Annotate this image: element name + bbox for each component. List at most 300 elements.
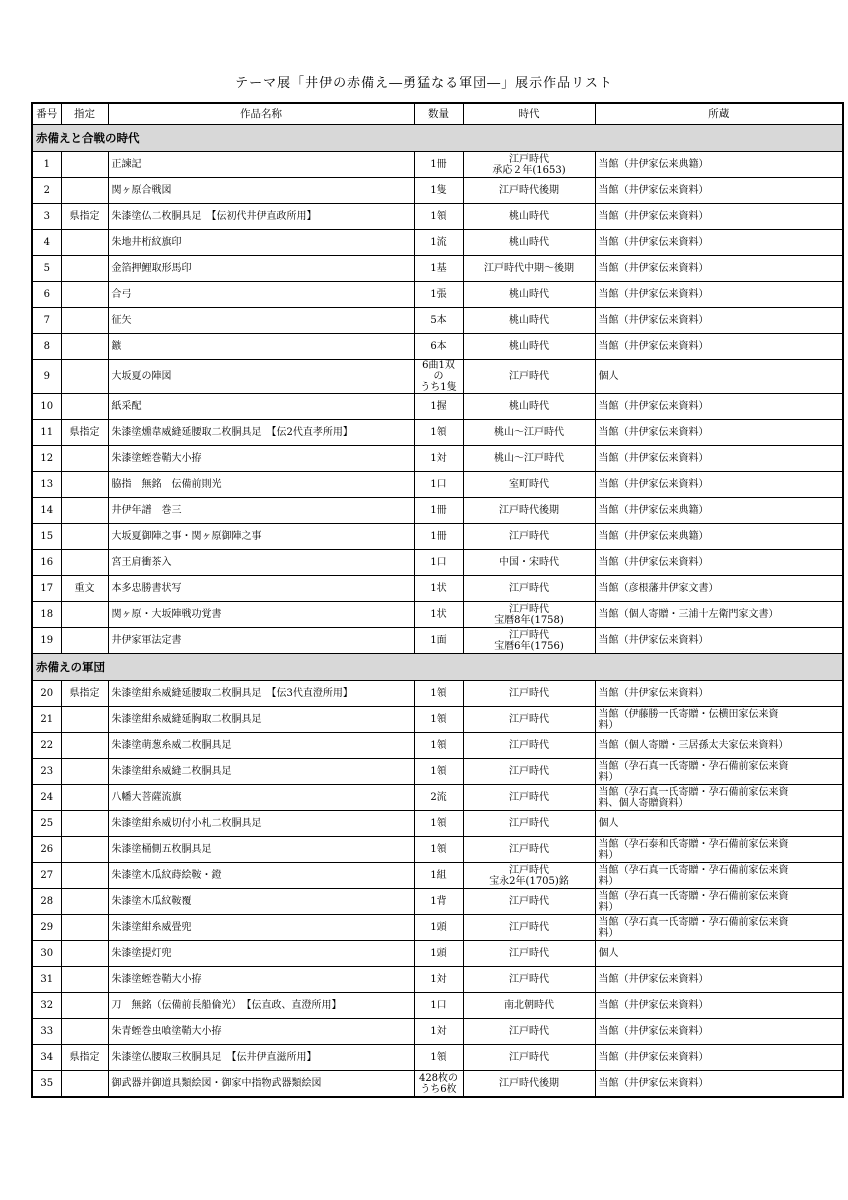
cell-item-name: 関ヶ原合戦図 [108,178,414,204]
cell-owner-line: 当館（井伊家伝来資料） [598,1078,709,1089]
cell-number: 20 [32,681,61,707]
cell-era [463,733,595,759]
cell-designation: 県指定 [61,204,108,230]
cell-owner-line: 料） [598,771,619,783]
section-header-row [32,125,843,152]
cell-era [463,230,595,256]
cell-owner [595,550,843,576]
cell-quantity-line: 1状 [430,609,447,620]
cell-designation [61,152,108,178]
cell-owner [595,360,843,394]
cell-quantity [414,446,463,472]
cell-era-line: 桃山時代 [509,341,549,352]
cell-quantity [414,550,463,576]
cell-number: 5 [32,256,61,282]
cell-era-line: 江戸時代 [509,818,549,829]
cell-number: 9 [32,360,61,394]
cell-owner [595,837,843,863]
cell-number: 2 [32,178,61,204]
cell-era-line: 江戸時代 [509,583,549,594]
cell-quantity-line: 1背 [430,896,447,907]
cell-designation [61,230,108,256]
cell-item-name: 正諫記 [108,152,414,178]
cell-era [463,334,595,360]
table-row [32,230,843,256]
cell-item-name: 朱漆塗紺糸威縫延腰取二枚胴具足 【伝3代直澄所用】 [108,681,414,707]
cell-item-name: 関ヶ原・大坂陣戦功覚書 [108,602,414,628]
cell-item-name: 朱漆塗蛭巻鞘大小拵 [108,967,414,993]
cell-number: 29 [32,915,61,941]
cell-era [463,1019,595,1045]
cell-owner [595,394,843,420]
cell-number: 23 [32,759,61,785]
cell-owner [595,178,843,204]
table-row [32,889,843,915]
cell-item-name: 朱青蛭巻虫喰塗鞘大小拵 [108,1019,414,1045]
cell-item-name: 大坂夏の陣図 [108,360,414,394]
cell-item-name: 朱漆塗紺糸威縫延胸取二枚胴具足 [108,707,414,733]
cell-number: 19 [32,628,61,654]
cell-quantity-line: 1張 [430,289,447,300]
cell-era [463,152,595,178]
cell-number: 16 [32,550,61,576]
cell-quantity [414,472,463,498]
cell-designation [61,550,108,576]
section-header-row [32,654,843,681]
table-row [32,837,843,863]
cell-owner [595,230,843,256]
table-row [32,152,843,178]
cell-owner-line: 料） [598,927,619,939]
table-row [32,394,843,420]
cell-quantity [414,941,463,967]
cell-era-line: 江戸時代 [509,740,549,751]
cell-item-name: 朱漆塗仏腰取三枚胴具足 【伝井伊直滋所用】 [108,1045,414,1071]
cell-owner-line: 当館（彦根藩井伊家文書） [598,583,719,594]
cell-item-name: 朱漆塗萌葱糸威二枚胴具足 [108,733,414,759]
table-row [32,941,843,967]
cell-owner-line: 料） [598,901,619,913]
cell-number: 6 [32,282,61,308]
cell-designation [61,446,108,472]
cell-item-name: 朱漆塗紺糸威縫二枚胴具足 [108,759,414,785]
cell-quantity-line: 1領 [430,211,447,222]
cell-item-name: 井伊年譜 巻三 [108,498,414,524]
cell-quantity-line: 1冊 [430,505,447,516]
table-row [32,282,843,308]
table-row [32,472,843,498]
cell-owner-line: 当館（伊藤勝一氏寄贈・伝横田家伝来資 [598,708,779,720]
cell-era [463,681,595,707]
cell-owner-line: 当館（井伊家伝来資料） [598,341,709,352]
cell-era-line: 江戸時代後期 [499,505,559,516]
cell-owner-line: 料） [598,849,619,861]
cell-quantity [414,967,463,993]
cell-quantity [414,524,463,550]
cell-owner [595,204,843,230]
cell-number: 27 [32,863,61,889]
table-row [32,1045,843,1071]
table-row [32,446,843,472]
cell-quantity [414,308,463,334]
cell-designation [61,334,108,360]
table-row [32,1019,843,1045]
section-heading: 赤備えと合戦の時代 [32,125,843,152]
cell-item-name: 金箔押鯉取形馬印 [108,256,414,282]
cell-owner [595,602,843,628]
cell-owner [595,915,843,941]
cell-owner [595,420,843,446]
cell-quantity-line: 1組 [430,870,447,881]
cell-designation: 県指定 [61,1045,108,1071]
cell-era-line: 江戸時代後期 [499,1078,559,1089]
cell-owner-line: 当館（孕石真一氏寄贈・孕石備前家伝来資 [598,890,789,902]
cell-quantity [414,1071,463,1098]
cell-owner [595,446,843,472]
cell-owner [595,811,843,837]
cell-designation [61,863,108,889]
cell-quantity-line: 1対 [430,453,447,464]
cell-designation [61,837,108,863]
cell-era [463,178,595,204]
cell-era-line: 桃山時代 [509,315,549,326]
cell-era-line: 江戸時代 [509,629,549,641]
cell-era [463,811,595,837]
cell-era [463,576,595,602]
cell-quantity-line: 1領 [430,818,447,829]
cell-era [463,785,595,811]
cell-number: 32 [32,993,61,1019]
cell-era-line: 江戸時代 [509,153,549,165]
cell-era-line: 江戸時代 [509,948,549,959]
table-row [32,204,843,230]
cell-number: 15 [32,524,61,550]
cell-era [463,394,595,420]
cell-quantity-line: 1領 [430,766,447,777]
cell-item-name: 朱漆塗紺糸威畳兜 [108,915,414,941]
cell-quantity [414,282,463,308]
cell-designation: 重文 [61,576,108,602]
cell-era [463,707,595,733]
cell-designation [61,889,108,915]
cell-owner-line: 当館（井伊家伝来資料） [598,688,709,699]
cell-owner [595,785,843,811]
cell-era [463,446,595,472]
cell-owner [595,707,843,733]
cell-owner-line: 個人 [598,948,619,959]
exhibit-list-body [32,125,843,1098]
cell-era-line: 江戸時代 [509,844,549,855]
cell-designation [61,628,108,654]
cell-quantity-line: 1冊 [430,531,447,542]
cell-quantity [414,394,463,420]
table-row [32,576,843,602]
cell-quantity-line: 1口 [430,479,447,490]
cell-quantity [414,576,463,602]
cell-owner-line: 当館（井伊家伝来典籍） [598,159,709,170]
table-row [32,550,843,576]
cell-item-name: 朱地井桁紋旗印 [108,230,414,256]
cell-quantity [414,1019,463,1045]
cell-era [463,308,595,334]
cell-designation [61,707,108,733]
cell-quantity-line: 1口 [430,1000,447,1011]
cell-era [463,602,595,628]
cell-number: 22 [32,733,61,759]
cell-quantity [414,230,463,256]
cell-owner-line: 当館（井伊家伝来典籍） [598,531,709,542]
cell-owner-line: 当館（孕石真一氏寄贈・孕石備前家伝来資 [598,760,789,772]
cell-item-name: 鏃 [108,334,414,360]
cell-era-line: 桃山時代 [509,237,549,248]
cell-era [463,420,595,446]
table-row [32,602,843,628]
cell-quantity-line: 1領 [430,740,447,751]
cell-owner-line: 当館（井伊家伝来資料） [598,479,709,490]
cell-quantity [414,420,463,446]
cell-era [463,282,595,308]
cell-number: 7 [32,308,61,334]
cell-owner-line: 当館（井伊家伝来資料） [598,1000,709,1011]
cell-quantity-line: 1頭 [430,922,447,933]
cell-number: 11 [32,420,61,446]
cell-era [463,256,595,282]
cell-designation [61,394,108,420]
cell-quantity [414,915,463,941]
cell-number: 4 [32,230,61,256]
cell-designation [61,256,108,282]
table-row [32,863,843,889]
cell-quantity [414,360,463,394]
cell-quantity [414,628,463,654]
cell-era-line: 桃山～江戸時代 [494,453,564,464]
table-row [32,967,843,993]
cell-item-name: 朱漆塗木瓜紋蒔絵鞍・鐙 [108,863,414,889]
cell-era [463,941,595,967]
cell-number: 35 [32,1071,61,1098]
cell-owner [595,334,843,360]
cell-era-line: 宝暦6年(1756) [494,640,564,652]
cell-item-name: 朱漆塗燻韋威縫延腰取二枚胴具足 【伝2代直孝所用】 [108,420,414,446]
exhibit-list-table [31,102,844,1098]
cell-owner-line: 当館（井伊家伝来資料） [598,635,709,646]
column-header-qty: 数量 [414,103,463,125]
cell-era [463,550,595,576]
cell-owner [595,282,843,308]
cell-owner-line: 料） [598,875,619,887]
cell-quantity-line: 428枚の [418,1072,459,1084]
table-row [32,681,843,707]
cell-era-line: 江戸時代 [509,974,549,985]
cell-owner [595,498,843,524]
table-row [32,498,843,524]
cell-number: 24 [32,785,61,811]
cell-quantity-line: 6曲1双の [422,360,455,382]
cell-quantity [414,863,463,889]
cell-number: 17 [32,576,61,602]
cell-designation [61,472,108,498]
cell-owner-line: 当館（井伊家伝来資料） [598,974,709,985]
cell-era-line: 承応２年(1653) [492,164,566,176]
cell-owner-line: 当館（井伊家伝来資料） [598,427,709,438]
cell-quantity-line: 1隻 [430,185,447,196]
cell-owner [595,993,843,1019]
cell-quantity [414,759,463,785]
cell-quantity-line: 1冊 [430,159,447,170]
cell-owner [595,1019,843,1045]
cell-era [463,759,595,785]
section-heading: 赤備えの軍団 [32,654,843,681]
cell-era-line: 江戸時代 [509,531,549,542]
cell-number: 18 [32,602,61,628]
cell-era-line: 桃山時代 [509,211,549,222]
cell-era [463,472,595,498]
table-row [32,785,843,811]
cell-quantity-line: 1基 [430,263,447,274]
cell-owner-line: 当館（井伊家伝来資料） [598,237,709,248]
cell-quantity [414,681,463,707]
cell-owner-line: 当館（孕石真一氏寄贈・孕石備前家伝来資 [598,864,789,876]
table-row [32,360,843,394]
cell-designation [61,498,108,524]
cell-quantity-line: 1領 [430,844,447,855]
cell-era-line: 中国・宋時代 [499,557,559,568]
cell-item-name: 紙采配 [108,394,414,420]
cell-owner [595,1071,843,1098]
cell-owner-line: 当館（個人寄贈・三居孫太夫家伝来資料） [598,740,789,751]
cell-item-name: 朱漆塗木瓜紋鞍覆 [108,889,414,915]
cell-quantity-line: 2流 [430,792,447,803]
cell-quantity [414,811,463,837]
cell-designation [61,360,108,394]
cell-era-line: 江戸時代 [509,766,549,777]
cell-owner [595,967,843,993]
cell-owner-line: 料） [598,719,619,731]
cell-item-name: 井伊家軍法定書 [108,628,414,654]
cell-quantity [414,733,463,759]
table-row [32,524,843,550]
cell-designation [61,602,108,628]
cell-quantity [414,498,463,524]
cell-designation [61,915,108,941]
column-header-era: 時代 [463,103,595,125]
cell-owner-line: 当館（井伊家伝来資料） [598,1052,709,1063]
cell-owner [595,863,843,889]
table-row [32,811,843,837]
cell-owner [595,889,843,915]
cell-era [463,360,595,394]
cell-owner-line: 当館（井伊家伝来資料） [598,1026,709,1037]
cell-era-line: 宝暦8年(1758) [494,614,564,626]
cell-item-name: 朱漆塗蛭巻鞘大小拵 [108,446,414,472]
cell-number: 3 [32,204,61,230]
cell-quantity-line: 6本 [430,341,447,352]
cell-quantity [414,889,463,915]
cell-owner-line: 料、個人寄贈資料） [598,797,689,809]
cell-owner-line: 当館（孕石真一氏寄贈・孕石備前家伝来資 [598,786,789,798]
cell-era [463,863,595,889]
cell-era-line: 桃山時代 [509,289,549,300]
cell-owner-line: 当館（井伊家伝来資料） [598,453,709,464]
cell-quantity [414,152,463,178]
cell-quantity [414,204,463,230]
cell-item-name: 朱漆塗提灯兜 [108,941,414,967]
cell-quantity [414,785,463,811]
cell-designation [61,524,108,550]
cell-owner-line: 個人 [598,371,619,382]
cell-owner-line: 当館（井伊家伝来資料） [598,557,709,568]
cell-quantity-line: 1対 [430,1026,447,1037]
cell-owner [595,733,843,759]
page-title: テーマ展「井伊の赤備え―勇猛なる軍団―」展示作品リスト [235,76,613,91]
table-row [32,1071,843,1098]
cell-designation: 県指定 [61,420,108,446]
cell-owner-line: 当館（井伊家伝来資料） [598,289,709,300]
cell-quantity-line: 5本 [430,315,447,326]
cell-quantity [414,602,463,628]
cell-quantity [414,837,463,863]
cell-number: 28 [32,889,61,915]
cell-quantity-line: 1領 [430,714,447,725]
cell-owner-line: 当館（井伊家伝来資料） [598,315,709,326]
cell-quantity-line: 1口 [430,557,447,568]
column-header-name: 作品名称 [108,103,414,125]
cell-number: 26 [32,837,61,863]
cell-owner-line: 当館（井伊家伝来典籍） [598,505,709,516]
column-header-owner: 所蔵 [595,103,843,125]
cell-designation [61,811,108,837]
table-row [32,308,843,334]
cell-designation: 県指定 [61,681,108,707]
cell-item-name: 合弓 [108,282,414,308]
cell-item-name: 朱漆塗桶側五枚胴具足 [108,837,414,863]
cell-owner [595,576,843,602]
cell-era [463,498,595,524]
cell-era-line: 桃山時代 [509,401,549,412]
cell-era-line: 江戸時代 [509,922,549,933]
cell-era [463,204,595,230]
cell-number: 21 [32,707,61,733]
cell-number: 1 [32,152,61,178]
cell-owner-line: 当館（井伊家伝来資料） [598,185,709,196]
cell-quantity-line: 1領 [430,1052,447,1063]
cell-number: 8 [32,334,61,360]
cell-era-line: 江戸時代 [509,714,549,725]
cell-era-line: 江戸時代 [509,864,549,876]
cell-number: 10 [32,394,61,420]
cell-number: 25 [32,811,61,837]
cell-era [463,889,595,915]
cell-era [463,1071,595,1098]
cell-quantity-line: 1領 [430,688,447,699]
cell-designation [61,941,108,967]
table-row [32,707,843,733]
cell-era-line: 江戸時代 [509,688,549,699]
cell-number: 13 [32,472,61,498]
cell-quantity-line: うち6枚 [420,1083,457,1095]
cell-number: 12 [32,446,61,472]
cell-owner [595,152,843,178]
cell-era [463,915,595,941]
cell-designation [61,308,108,334]
table-row [32,915,843,941]
cell-owner [595,308,843,334]
cell-era-line: 宝永2年(1705)銘 [489,875,569,887]
cell-owner-line: 個人 [598,818,619,829]
cell-quantity-line: 1握 [430,401,447,412]
cell-era-line: 桃山～江戸時代 [494,427,564,438]
cell-quantity [414,256,463,282]
